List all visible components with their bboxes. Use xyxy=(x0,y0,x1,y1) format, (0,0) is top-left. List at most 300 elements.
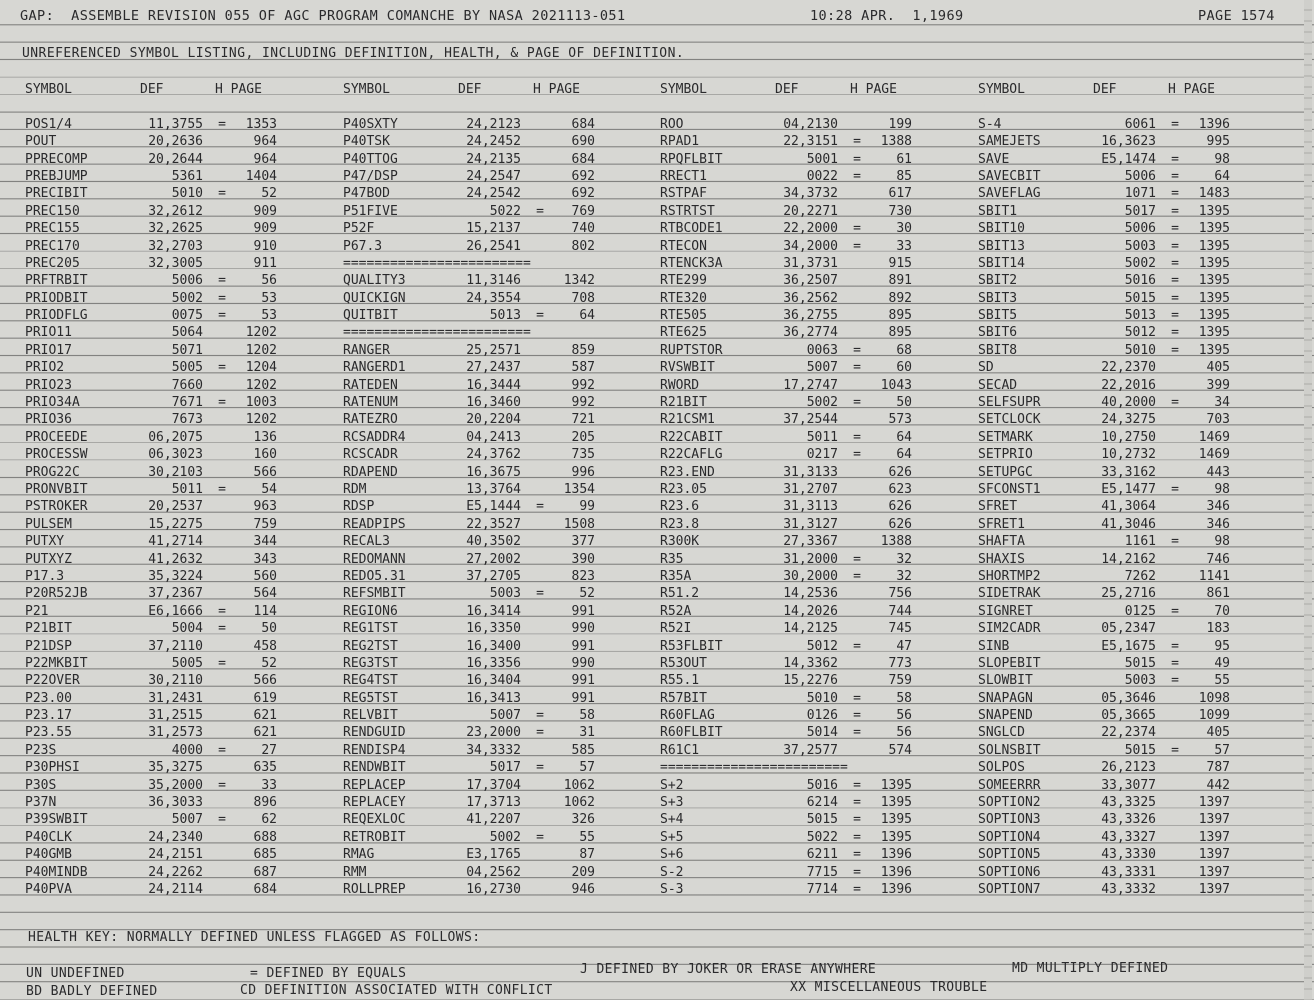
symbol-page: 87 xyxy=(579,847,595,863)
separator-row xyxy=(343,256,643,273)
symbol-name: P52F xyxy=(343,221,375,237)
symbol-row xyxy=(343,134,643,151)
symbol-definition: 31,2000 xyxy=(783,551,838,567)
symbol-page: 98 xyxy=(1214,151,1230,167)
header-health-page: H PAGE xyxy=(533,82,580,97)
separator-line: ======================== xyxy=(343,255,531,271)
symbol-name: R51.2 xyxy=(660,586,700,602)
symbol-definition: 17,2747 xyxy=(783,377,838,393)
symbol-definition: E5,1477 xyxy=(1101,481,1156,497)
symbol-name: R21BIT xyxy=(660,395,707,411)
symbol-definition: 5013 xyxy=(489,308,521,324)
symbol-definition: 27,2437 xyxy=(466,360,521,376)
symbol-page: 458 xyxy=(253,638,277,654)
symbol-name: RECAL3 xyxy=(343,534,390,550)
symbol-name: REFSMBIT xyxy=(343,586,406,602)
listing-title: GAP: ASSEMBLE REVISION 055 OF AGC PROGRAM COMANCHE BY NASA 2021113-051 xyxy=(20,8,626,24)
symbol-health: = xyxy=(218,116,226,132)
symbol-row xyxy=(25,430,325,447)
symbol-page: 587 xyxy=(571,360,595,376)
symbol-health: = xyxy=(853,568,861,584)
symbol-definition: 20,2271 xyxy=(783,203,838,219)
symbol-health: = xyxy=(853,221,861,237)
symbol-name: PREBJUMP xyxy=(25,168,88,184)
symbol-row xyxy=(25,378,325,395)
symbol-name: R60FLBIT xyxy=(660,725,723,741)
symbol-definition: 41,3064 xyxy=(1101,499,1156,515)
symbol-row xyxy=(343,621,643,638)
symbol-definition: 13,3764 xyxy=(466,481,521,497)
symbol-page: 963 xyxy=(253,499,277,515)
symbol-row xyxy=(660,865,960,882)
symbol-definition: 5014 xyxy=(806,725,838,741)
symbol-definition: 20,2636 xyxy=(148,134,203,150)
symbol-row xyxy=(660,482,960,499)
symbol-definition: 04,2562 xyxy=(466,864,521,880)
symbol-definition: 24,2262 xyxy=(148,864,203,880)
symbol-page: 1202 xyxy=(245,342,277,358)
symbol-page: 911 xyxy=(253,255,277,271)
symbol-health: = xyxy=(1171,395,1179,411)
symbol-name: ROLLPREP xyxy=(343,881,406,897)
symbol-row xyxy=(25,325,325,342)
symbol-health: = xyxy=(218,186,226,202)
symbol-name: P23.00 xyxy=(25,690,72,706)
legend-misc-trouble: XX MISCELLANEOUS TROUBLE xyxy=(790,980,988,995)
symbol-name: REG5TST xyxy=(343,690,398,706)
symbol-page: 1397 xyxy=(1198,795,1230,811)
symbol-row xyxy=(660,360,960,377)
symbol-page: 1396 xyxy=(1198,116,1230,132)
symbol-definition: 16,3623 xyxy=(1101,134,1156,150)
symbol-health: = xyxy=(218,308,226,324)
symbol-definition: 5022 xyxy=(806,829,838,845)
symbol-name: PRIO11 xyxy=(25,325,72,341)
symbol-page: 1483 xyxy=(1198,186,1230,202)
symbol-row xyxy=(343,604,643,621)
symbol-name: RETROBIT xyxy=(343,829,406,845)
symbol-definition: 5064 xyxy=(171,325,203,341)
legend-equals: = DEFINED BY EQUALS xyxy=(250,966,407,981)
symbol-row xyxy=(343,586,643,603)
symbol-page: 52 xyxy=(579,586,595,602)
symbol-row xyxy=(25,517,325,534)
symbol-page: 1397 xyxy=(1198,812,1230,828)
symbol-definition: 7671 xyxy=(171,395,203,411)
symbol-definition: 16,2730 xyxy=(466,881,521,897)
symbol-column-3 xyxy=(660,82,960,899)
symbol-page: 769 xyxy=(571,203,595,219)
symbol-definition: 1071 xyxy=(1124,186,1156,202)
symbol-name: S+2 xyxy=(660,777,684,793)
symbol-page: 98 xyxy=(1214,534,1230,550)
symbol-row xyxy=(25,586,325,603)
symbol-page: 31 xyxy=(579,725,595,741)
symbol-page: 405 xyxy=(1206,725,1230,741)
symbol-row xyxy=(25,343,325,360)
symbol-page: 1353 xyxy=(245,116,277,132)
symbol-row xyxy=(25,221,325,238)
symbol-row xyxy=(25,204,325,221)
symbol-page: 60 xyxy=(896,360,912,376)
symbol-row xyxy=(978,534,1278,551)
symbol-page: 859 xyxy=(571,342,595,358)
separator-line: ======================== xyxy=(660,760,848,776)
symbol-page: 1354 xyxy=(563,481,595,497)
symbol-name: R61C1 xyxy=(660,742,700,758)
symbol-name: S-2 xyxy=(660,864,684,880)
symbol-definition: 24,2151 xyxy=(148,847,203,863)
symbol-row xyxy=(660,204,960,221)
symbol-page: 688 xyxy=(253,829,277,845)
symbol-row xyxy=(978,708,1278,725)
symbol-name: SETUPGC xyxy=(978,464,1033,480)
symbol-row xyxy=(978,343,1278,360)
symbol-row xyxy=(343,552,643,569)
symbol-health: = xyxy=(853,847,861,863)
symbol-page: 690 xyxy=(571,134,595,150)
symbol-definition: E5,1675 xyxy=(1101,638,1156,654)
header-health-page: H PAGE xyxy=(215,82,262,97)
symbol-definition: 41,2714 xyxy=(148,534,203,550)
symbol-name: SAMEJETS xyxy=(978,134,1041,150)
legend-badly-defined: BD BADLY DEFINED xyxy=(26,984,158,999)
symbol-page: 1395 xyxy=(1198,273,1230,289)
symbol-name: PSTROKER xyxy=(25,499,88,515)
symbol-name: SBIT6 xyxy=(978,325,1018,341)
symbol-definition: 5013 xyxy=(1124,308,1156,324)
symbol-definition: 0126 xyxy=(806,708,838,724)
symbol-definition: 22,2374 xyxy=(1101,725,1156,741)
symbol-name: P22OVER xyxy=(25,673,80,689)
symbol-name: PULSEM xyxy=(25,516,72,532)
symbol-health: = xyxy=(1171,255,1179,271)
symbol-page: 991 xyxy=(571,690,595,706)
symbol-row xyxy=(25,778,325,795)
symbol-name: SBIT3 xyxy=(978,290,1018,306)
symbol-page: 566 xyxy=(253,673,277,689)
symbol-name: RANGERD1 xyxy=(343,360,406,376)
symbol-health: = xyxy=(1171,742,1179,758)
symbol-row xyxy=(660,499,960,516)
symbol-row xyxy=(978,499,1278,516)
column-header xyxy=(978,82,1278,99)
symbol-page: 1397 xyxy=(1198,847,1230,863)
symbol-name: P67.3 xyxy=(343,238,383,254)
symbol-page: 326 xyxy=(571,812,595,828)
symbol-row xyxy=(660,378,960,395)
symbol-row xyxy=(660,691,960,708)
symbol-health: = xyxy=(853,134,861,150)
symbol-page: 1062 xyxy=(563,795,595,811)
symbol-page: 990 xyxy=(571,621,595,637)
symbol-name: RMAG xyxy=(343,847,375,863)
symbol-definition: E3,1765 xyxy=(466,847,521,863)
symbol-row xyxy=(978,430,1278,447)
symbol-definition: 14,2125 xyxy=(783,621,838,637)
symbol-health: = xyxy=(1171,238,1179,254)
symbol-health: = xyxy=(536,586,544,602)
symbol-row xyxy=(343,412,643,429)
symbol-page: 1099 xyxy=(1198,708,1230,724)
symbol-page: 442 xyxy=(1206,777,1230,793)
symbol-name: RRECT1 xyxy=(660,168,707,184)
symbol-row xyxy=(978,639,1278,656)
symbol-definition: 43,3331 xyxy=(1101,864,1156,880)
symbol-page: 1397 xyxy=(1198,881,1230,897)
symbol-page: 1395 xyxy=(1198,203,1230,219)
symbol-definition: 36,2774 xyxy=(783,325,838,341)
symbol-definition: 11,3146 xyxy=(466,273,521,289)
symbol-definition: 35,2000 xyxy=(148,777,203,793)
symbol-row xyxy=(978,621,1278,638)
symbol-definition: 5015 xyxy=(1124,290,1156,306)
symbol-row xyxy=(25,256,325,273)
symbol-row xyxy=(343,221,643,238)
symbol-definition: 5002 xyxy=(806,395,838,411)
symbol-definition: 41,3046 xyxy=(1101,516,1156,532)
symbol-row xyxy=(25,447,325,464)
symbol-page: 183 xyxy=(1206,621,1230,637)
symbol-name: READPIPS xyxy=(343,516,406,532)
symbol-name: RCSADDR4 xyxy=(343,429,406,445)
symbol-column-1 xyxy=(25,82,325,899)
symbol-name: SFRET1 xyxy=(978,516,1025,532)
symbol-definition: 24,2114 xyxy=(148,881,203,897)
symbol-row xyxy=(978,395,1278,412)
symbol-name: SOPTION7 xyxy=(978,881,1041,897)
symbol-page: 995 xyxy=(1206,134,1230,150)
symbol-definition: 5002 xyxy=(171,290,203,306)
symbol-page: 703 xyxy=(1206,412,1230,428)
symbol-definition: 22,2370 xyxy=(1101,360,1156,376)
symbol-definition: 5006 xyxy=(171,273,203,289)
symbol-row xyxy=(978,256,1278,273)
symbol-name: RSTRTST xyxy=(660,203,715,219)
symbol-row xyxy=(25,273,325,290)
symbol-row xyxy=(978,360,1278,377)
symbol-health: = xyxy=(1171,221,1179,237)
symbol-row xyxy=(978,673,1278,690)
symbol-row xyxy=(343,152,643,169)
symbol-name: RUPTSTOR xyxy=(660,342,723,358)
symbol-page: 56 xyxy=(896,725,912,741)
column-header xyxy=(343,82,643,99)
symbol-health: = xyxy=(218,481,226,497)
symbol-row xyxy=(978,308,1278,325)
legend-undefined: UN UNDEFINED xyxy=(26,966,125,981)
symbol-name: POUT xyxy=(25,134,57,150)
symbol-definition: 34,3732 xyxy=(783,186,838,202)
symbol-name: RELVBIT xyxy=(343,708,398,724)
symbol-definition: 41,2207 xyxy=(466,812,521,828)
symbol-row xyxy=(978,865,1278,882)
symbol-definition: 32,3005 xyxy=(148,255,203,271)
symbol-definition: 43,3332 xyxy=(1101,881,1156,897)
symbol-page: 574 xyxy=(888,742,912,758)
symbol-definition: 5007 xyxy=(171,812,203,828)
symbol-health: = xyxy=(1171,168,1179,184)
symbol-definition: 24,2340 xyxy=(148,829,203,845)
symbol-definition: 35,3275 xyxy=(148,760,203,776)
symbol-row xyxy=(343,378,643,395)
symbol-page: 1388 xyxy=(880,534,912,550)
symbol-page: 621 xyxy=(253,725,277,741)
symbol-health: = xyxy=(536,308,544,324)
symbol-column-4 xyxy=(978,82,1278,899)
symbol-row xyxy=(343,308,643,325)
symbol-page: 626 xyxy=(888,516,912,532)
symbol-page: 1141 xyxy=(1198,568,1230,584)
symbol-page: 209 xyxy=(571,864,595,880)
symbol-definition: 16,3404 xyxy=(466,673,521,689)
symbol-definition: 7714 xyxy=(806,881,838,897)
symbol-page: 619 xyxy=(253,690,277,706)
symbol-definition: 25,2571 xyxy=(466,342,521,358)
symbol-page: 891 xyxy=(888,273,912,289)
symbol-page: 1395 xyxy=(1198,308,1230,324)
symbol-page: 623 xyxy=(888,481,912,497)
symbol-row xyxy=(978,152,1278,169)
symbol-definition: 33,3162 xyxy=(1101,464,1156,480)
symbol-definition: 0075 xyxy=(171,308,203,324)
symbol-row xyxy=(660,673,960,690)
symbol-page: 85 xyxy=(896,168,912,184)
symbol-definition: 24,2452 xyxy=(466,134,521,150)
symbol-definition: 5017 xyxy=(1124,203,1156,219)
symbol-health: = xyxy=(1171,481,1179,497)
symbol-row xyxy=(25,186,325,203)
symbol-name: SD xyxy=(978,360,994,376)
symbol-definition: 5012 xyxy=(1124,325,1156,341)
symbol-name: PRIO17 xyxy=(25,342,72,358)
symbol-health: = xyxy=(218,777,226,793)
symbol-row xyxy=(25,691,325,708)
symbol-definition: 4000 xyxy=(171,742,203,758)
symbol-name: P22MKBIT xyxy=(25,655,88,671)
symbol-health: = xyxy=(853,395,861,411)
symbol-page: 1043 xyxy=(880,377,912,393)
symbol-page: 70 xyxy=(1214,603,1230,619)
symbol-name: SIGNRET xyxy=(978,603,1033,619)
symbol-health: = xyxy=(853,429,861,445)
symbol-row xyxy=(660,256,960,273)
symbol-name: PREC150 xyxy=(25,203,80,219)
symbol-name: RATEZRO xyxy=(343,412,398,428)
symbol-name: ROO xyxy=(660,116,684,132)
symbol-name: RTE299 xyxy=(660,273,707,289)
symbol-page: 58 xyxy=(896,690,912,706)
symbol-definition: 5015 xyxy=(806,812,838,828)
symbol-name: PPRECOMP xyxy=(25,151,88,167)
symbol-definition: 17,3713 xyxy=(466,795,521,811)
symbol-row xyxy=(25,534,325,551)
symbol-page: 1404 xyxy=(245,168,277,184)
symbol-name: SAVEFLAG xyxy=(978,186,1041,202)
symbol-row xyxy=(660,812,960,829)
symbol-name: P40MINDB xyxy=(25,864,88,880)
symbol-page: 55 xyxy=(1214,673,1230,689)
symbol-page: 740 xyxy=(571,221,595,237)
symbol-row xyxy=(25,882,325,899)
symbol-name: PREC170 xyxy=(25,238,80,254)
symbol-definition: 04,2130 xyxy=(783,116,838,132)
header-def: DEF xyxy=(1093,82,1117,97)
symbol-definition: 16,3350 xyxy=(466,621,521,637)
symbol-row xyxy=(660,273,960,290)
symbol-definition: E5,1474 xyxy=(1101,151,1156,167)
header-symbol: SYMBOL xyxy=(25,82,72,97)
symbol-row xyxy=(660,639,960,656)
symbol-name: R22CABIT xyxy=(660,429,723,445)
symbol-row xyxy=(978,847,1278,864)
symbol-row xyxy=(978,552,1278,569)
symbol-row xyxy=(660,343,960,360)
symbol-page: 53 xyxy=(261,308,277,324)
symbol-row xyxy=(660,169,960,186)
symbol-health: = xyxy=(1171,203,1179,219)
symbol-definition: 5016 xyxy=(806,777,838,793)
symbol-health: = xyxy=(853,342,861,358)
symbol-page: 787 xyxy=(1206,760,1230,776)
symbol-page: 50 xyxy=(896,395,912,411)
symbol-health: = xyxy=(1171,308,1179,324)
symbol-name: PRIODBIT xyxy=(25,290,88,306)
symbol-definition: 43,3330 xyxy=(1101,847,1156,863)
symbol-row xyxy=(25,830,325,847)
symbol-row xyxy=(660,325,960,342)
symbol-health: = xyxy=(1171,273,1179,289)
symbol-definition: 22,3527 xyxy=(466,516,521,532)
header-def: DEF xyxy=(458,82,482,97)
symbol-name: REPLACEP xyxy=(343,777,406,793)
symbol-page: 1397 xyxy=(1198,864,1230,880)
symbol-name: RENDWBIT xyxy=(343,760,406,776)
symbol-row xyxy=(978,117,1278,134)
symbol-definition: 36,3033 xyxy=(148,795,203,811)
symbol-page: 56 xyxy=(896,708,912,724)
symbol-definition: 43,3326 xyxy=(1101,812,1156,828)
symbol-page: 344 xyxy=(253,534,277,550)
symbol-row xyxy=(343,569,643,586)
symbol-page: 33 xyxy=(896,238,912,254)
symbol-row xyxy=(25,395,325,412)
symbol-name: R53FLBIT xyxy=(660,638,723,654)
symbol-health: = xyxy=(1171,342,1179,358)
symbol-name: P21 xyxy=(25,603,49,619)
symbol-page: 1395 xyxy=(1198,325,1230,341)
symbol-definition: 5022 xyxy=(489,203,521,219)
symbol-definition: 31,3127 xyxy=(783,516,838,532)
symbol-page: 1003 xyxy=(245,395,277,411)
symbol-definition: 11,3755 xyxy=(148,116,203,132)
symbol-row xyxy=(660,604,960,621)
symbol-row xyxy=(660,725,960,742)
symbol-page: 573 xyxy=(888,412,912,428)
symbol-name: RTE505 xyxy=(660,308,707,324)
symbol-row xyxy=(343,812,643,829)
symbol-row xyxy=(25,308,325,325)
symbol-name: RATEDEN xyxy=(343,377,398,393)
symbol-page: 1395 xyxy=(880,777,912,793)
symbol-definition: 22,2000 xyxy=(783,221,838,237)
symbol-name: SNAPAGN xyxy=(978,690,1033,706)
symbol-definition: 22,2016 xyxy=(1101,377,1156,393)
symbol-definition: 7660 xyxy=(171,377,203,393)
symbol-row xyxy=(660,447,960,464)
symbol-row xyxy=(978,725,1278,742)
symbol-page: 61 xyxy=(896,151,912,167)
